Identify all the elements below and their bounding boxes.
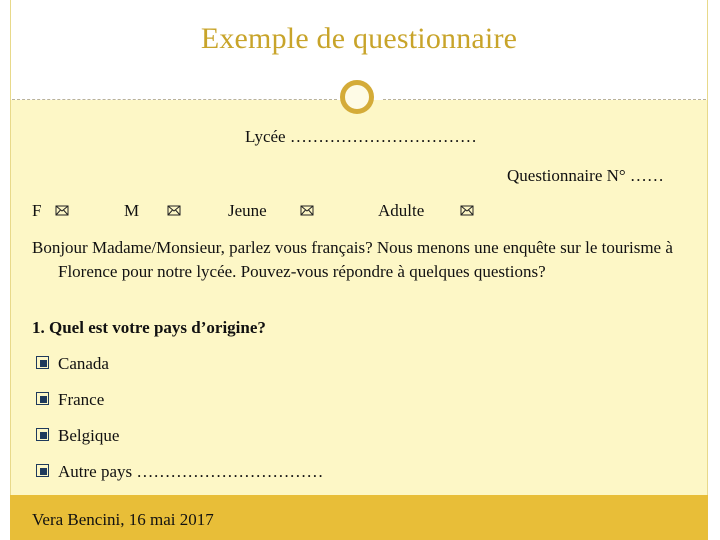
divider-right <box>383 99 706 100</box>
answer-item[interactable] <box>36 390 104 410</box>
checkbox-bullet-icon[interactable] <box>36 392 49 405</box>
option-f-label: F <box>32 201 42 220</box>
answer-item[interactable] <box>36 462 323 482</box>
envelope-icon[interactable] <box>460 203 474 217</box>
answer-label: France <box>58 390 105 409</box>
circle-ornament-icon <box>340 80 374 114</box>
slide-title: Exemple de questionnaire <box>200 22 518 55</box>
lycee-field: Lycée …………………………… <box>245 127 477 146</box>
answer-label: Canada <box>58 354 109 373</box>
envelope-icon[interactable] <box>55 203 69 217</box>
question-heading: 1. Quel est votre pays d’origine? <box>32 318 266 337</box>
checkbox-bullet-icon[interactable] <box>36 356 49 369</box>
footer-text: Vera Bencini, 16 mai 2017 <box>32 510 214 529</box>
answer-item[interactable] <box>36 426 119 446</box>
envelope-icon[interactable] <box>167 203 181 217</box>
intro-paragraph: Bonjour Madame/Monsieur, parlez vous français? Nous menons une enquête sur le tourisme à Florence pour notre lycée. Pouvez-vous répondre à quelques questions? <box>32 238 673 281</box>
answer-item[interactable] <box>36 354 109 374</box>
answer-label: Autre pays …………………………… <box>58 462 324 481</box>
divider-left <box>12 99 337 100</box>
checkbox-bullet-icon[interactable] <box>36 428 49 441</box>
option-m-label: M <box>124 201 140 220</box>
option-jeune-label: Jeune <box>228 201 267 220</box>
questionnaire-number: Questionnaire N° …… <box>507 166 664 185</box>
checkbox-bullet-icon[interactable] <box>36 464 49 477</box>
envelope-icon[interactable] <box>300 203 314 217</box>
answer-label: Belgique <box>58 426 120 445</box>
option-adulte-label: Adulte <box>378 201 425 220</box>
